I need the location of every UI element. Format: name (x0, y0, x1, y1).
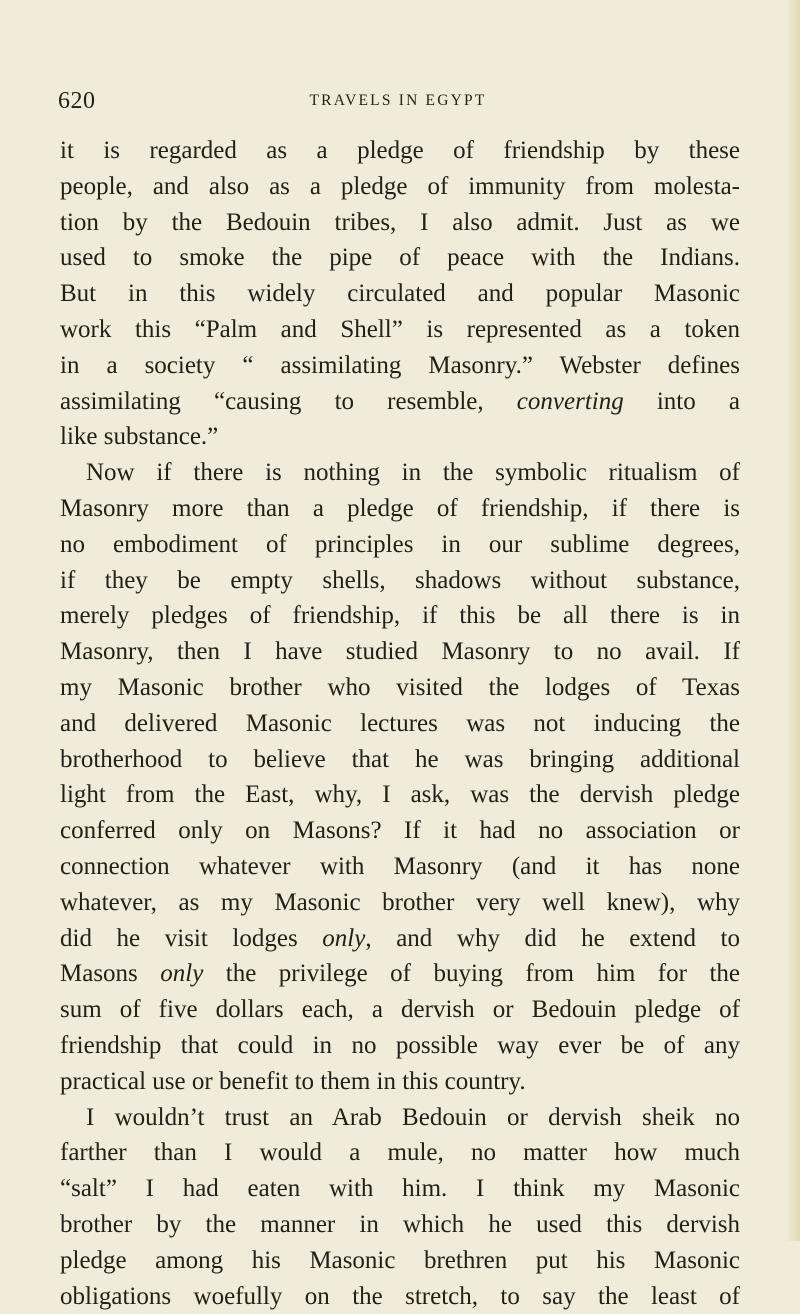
text-line: connection whatever with Masonry (and it has none (60, 849, 740, 885)
text-line: in a society “ assimilating Masonry.” Webster defines (60, 348, 740, 384)
text-segment: Masons (60, 960, 160, 987)
text-line: used to smoke the pipe of peace with the Indians. (60, 240, 740, 276)
text-segment: assimilating “causing to resemble, (60, 388, 517, 415)
running-title: TRAVELS IN EGYPT (58, 92, 738, 110)
text-line: conferred only on Masons? If it had no association or (60, 813, 740, 849)
text-line: my Masonic brother who visited the lodges of Texas (60, 670, 740, 706)
text-line: brotherhood to believe that he was bringing additional (60, 742, 740, 778)
body-text (60, 133, 740, 1314)
text-line: whatever, as my Masonic brother very well knew), why (60, 885, 740, 921)
text-line: But in this widely circulated and popular Masonic (60, 276, 740, 312)
text-line: Masonry, then I have studied Masonry to no avail. If (60, 634, 740, 670)
paragraph-first-line: I wouldn’t trust an Arab Bedouin or dervish sheik no (60, 1100, 740, 1136)
text-line: no embodiment of principles in our sublime degrees, (60, 527, 740, 563)
text-segment: into a (624, 388, 740, 415)
text-line: people, and also as a pledge of immunity from molesta- (60, 169, 740, 205)
text-line: friendship that could in no possible way ever be of any (60, 1028, 740, 1064)
text-line (60, 921, 740, 957)
text-line: obligations woefully on the stretch, to say the least of (60, 1279, 740, 1314)
text-line: sum of five dollars each, a dervish or Bedouin pledge of (60, 992, 740, 1028)
italic-word: converting (517, 388, 624, 415)
page-header (58, 88, 738, 118)
text-line: practical use or benefit to them in this country. (60, 1064, 740, 1100)
text-line: brother by the manner in which he used this dervish (60, 1207, 740, 1243)
page-edge-shadow (786, 0, 800, 1241)
text-line: work this “Palm and Shell” is represented as a token (60, 312, 740, 348)
text-segment: , and why did he extend to (365, 925, 740, 952)
text-line: like substance.” (60, 419, 740, 455)
text-line: and delivered Masonic lectures was not inducing the (60, 706, 740, 742)
text-line: merely pledges of friendship, if this be all there is in (60, 598, 740, 634)
text-line (60, 956, 740, 992)
text-line: Masonry more than a pledge of friendship, if there is (60, 491, 740, 527)
text-line: “salt” I had eaten with him. I think my Masonic (60, 1171, 740, 1207)
text-line: it is regarded as a pledge of friendship by these (60, 133, 740, 169)
text-line: if they be empty shells, shadows without substance, (60, 563, 740, 599)
page-number: 620 (58, 88, 96, 115)
text-segment: did he visit lodges (60, 925, 322, 952)
text-line: pledge among his Masonic brethren put his Masonic (60, 1243, 740, 1279)
text-line: tion by the Bedouin tribes, I also admit. Just as we (60, 205, 740, 241)
paragraph-first-line: Now if there is nothing in the symbolic ritualism of (60, 455, 740, 491)
text-line (60, 384, 740, 420)
italic-word: only (322, 925, 365, 952)
text-line: farther than I would a mule, no matter how much (60, 1135, 740, 1171)
text-segment: the privilege of buying from him for the (203, 960, 740, 987)
italic-word: only (160, 960, 203, 987)
text-line: light from the East, why, I ask, was the dervish pledge (60, 777, 740, 813)
